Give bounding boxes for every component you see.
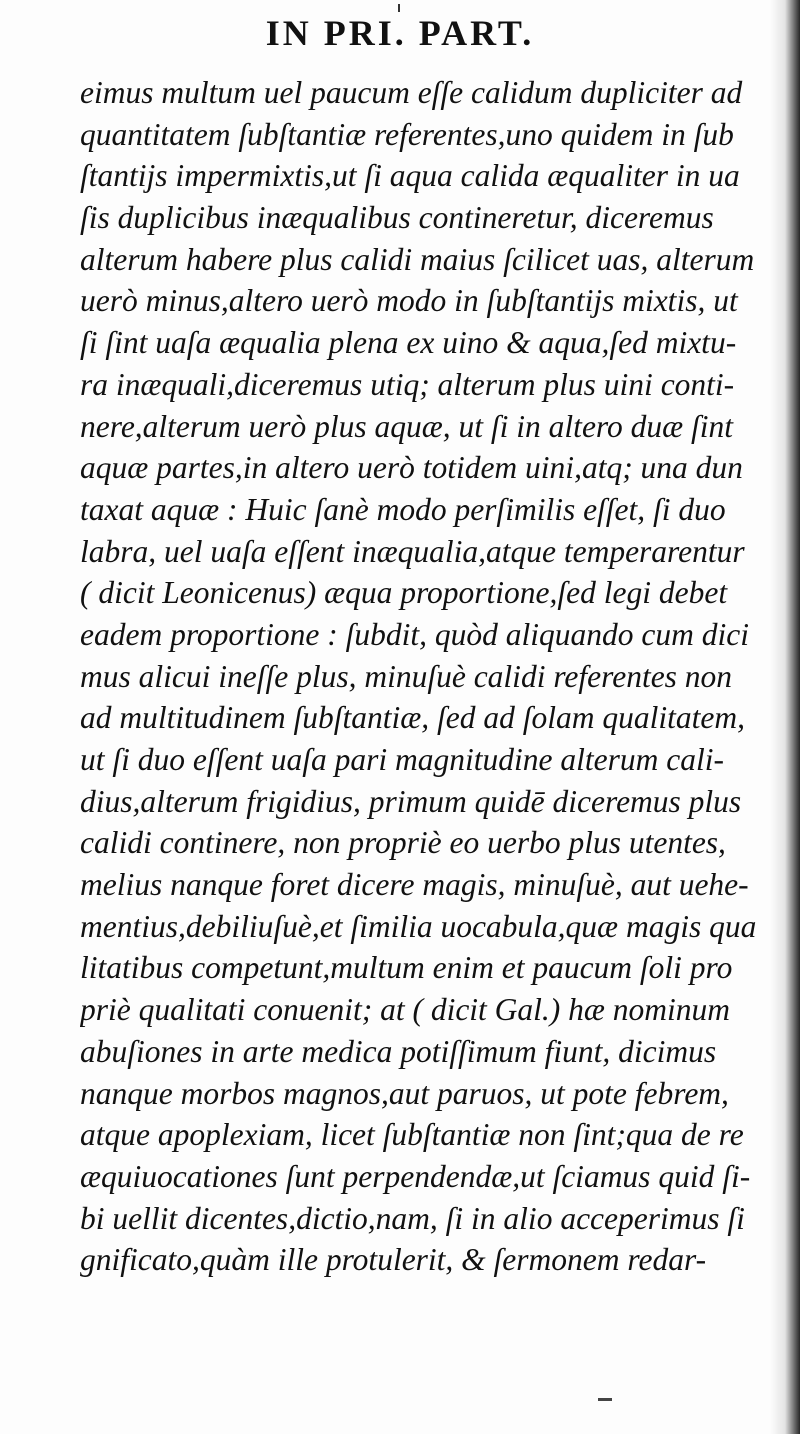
top-tick-mark [398,4,400,12]
body-text [80,72,770,1281]
text-line: bi uellit dicentes,dictio,nam, ſi in alio acceperimus ſi [80,1200,745,1236]
text-line: labra, uel uaſa eſſent inæqualia,atque temperarentur [80,533,745,569]
text-line: ra inæquali,diceremus utiq; alterum plus uini conti- [80,366,735,402]
text-line: ut ſi duo eſſent uaſa pari magnitudine alterum cali- [80,742,724,777]
text-line: ( dicit Leonicenus) æqua proportione,ſed legi debet [80,575,728,611]
text-line: eadem proportione : ſubdit, quòd aliquando cum dici [80,616,750,652]
text-line: eimus multum uel paucum eſſe calidum dupliciter ad [80,75,743,110]
text-line: quantitatem ſubſtantiæ referentes,uno quidem in ſub [80,116,734,152]
text-line: nere,alterum uerò plus aquæ, ut ſi in altero duæ ſint [80,408,734,444]
text-line: uerò minus,altero uerò modo in ſubſtantijs mixtis, ut [80,283,738,319]
text-line: priè qualitati conuenit; at ( dicit Gal.) hæ nominum [80,992,731,1028]
text-line: dius,alterum frigidius, primum quidē diceremus plus [80,783,742,819]
text-line: melius nanque foret dicere magis, minuſuè, aut uehe- [80,867,749,903]
text-line: nanque morbos magnos,aut paruos, ut pote febrem, [80,1075,729,1111]
bottom-ink-mark [598,1398,612,1401]
text-line: calidi continere, non propriè eo uerbo plus utentes, [80,825,726,861]
text-line: alterum habere plus calidi maius ſcilicet uas, alterum [80,241,755,277]
text-line: litatibus competunt,multum enim et paucum ſoli pro [80,950,733,986]
text-line: ad multitudinem ſubſtantiæ, ſed ad ſolam qualitatem, [80,700,745,736]
running-header: IN PRI. PART. [265,13,535,53]
text-line: ſis duplicibus inæqualibus contineretur, diceremus [80,200,714,236]
text-line: gnificato,quàm ille protulerit, & ſermonem redar- [80,1242,707,1278]
text-line: taxat aquæ : Huic ſanè modo perſimilis eſſet, ſi duo [80,491,726,527]
text-line: mus alicui ineſſe plus, minuſuè calidi referentes non [80,658,733,694]
text-line: æquiuocationes ſunt perpendendæ,ut ſciamus quid ſi- [80,1158,751,1194]
text-line: mentius,debiliuſuè,et ſimilia uocabula,quæ magis qua [80,908,757,944]
text-line: ſtantijs impermixtis,ut ſi aqua calida æqualiter in ua [80,158,740,194]
text-line: ſi ſint uaſa æqualia plena ex uino & aqua,ſed mixtu- [80,325,737,361]
text-line: aquæ partes,in altero uerò totidem uini,atq; una dun [80,450,743,486]
text-line: abuſiones in arte medica potiſſimum fiunt, dicimus [80,1033,717,1069]
text-line: atque apoplexiam, licet ſubſtantiæ non ſint;qua de re [80,1117,744,1153]
